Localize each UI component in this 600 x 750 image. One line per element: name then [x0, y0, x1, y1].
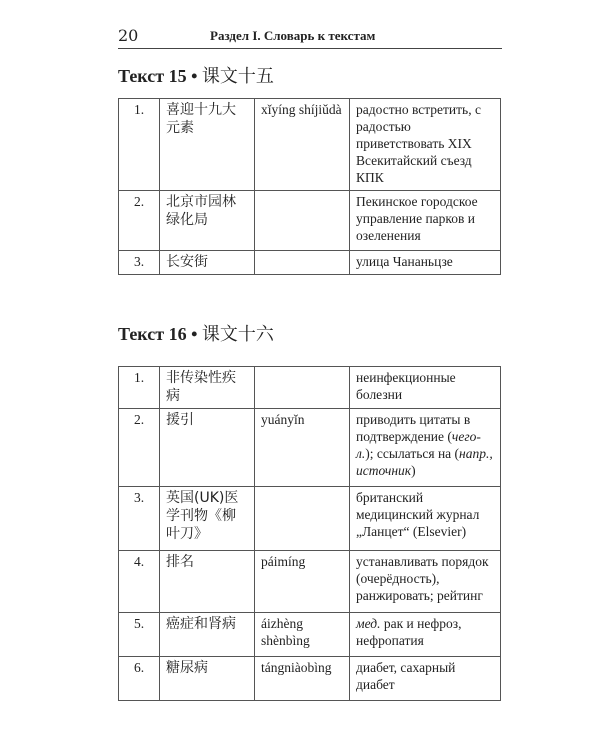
table-row	[119, 487, 501, 551]
section-title-cn: 课文十六	[201, 324, 274, 345]
section-title-ru: Текст 16 •	[118, 324, 198, 344]
hanzi-cell: 癌症和肾病	[160, 613, 255, 657]
row-number: 1.	[119, 367, 160, 409]
vocab-table-text-16	[118, 366, 501, 701]
table-row	[119, 367, 501, 409]
pinyin-cell	[255, 251, 350, 275]
row-number: 5.	[119, 613, 160, 657]
row-number: 3.	[119, 487, 160, 551]
translation-cell: диабет, сахарный диабет	[350, 657, 501, 701]
page-number: 20	[118, 26, 139, 45]
pinyin-cell: áizhèng shènbìng	[255, 613, 350, 657]
hanzi-cell: 非传染性疾病	[160, 367, 255, 409]
translation-text: ); ссылаться на (	[365, 446, 460, 461]
hanzi-cell: 英国(UK)医学刊物《柳叶刀》	[160, 487, 255, 551]
translation-cell: британский медицинский журнал „Ланцет“ (Elsevier)	[350, 487, 501, 551]
translation-cell: радостно встретить, с радостью приветствовать XIX Всекитайский съезд КПК	[350, 99, 501, 191]
translation-cell: улица Чананьцзе	[350, 251, 501, 275]
pinyin-cell	[255, 191, 350, 251]
pinyin-cell: yuányǐn	[255, 409, 350, 487]
translation-cell: неинфекционные болезни	[350, 367, 501, 409]
hanzi-cell: 援引	[160, 409, 255, 487]
table-row	[119, 99, 501, 191]
table-row	[119, 613, 501, 657]
row-number: 1.	[119, 99, 160, 191]
row-number: 2.	[119, 191, 160, 251]
header-divider	[118, 48, 502, 49]
table-row	[119, 251, 501, 275]
row-number: 6.	[119, 657, 160, 701]
hanzi-cell: 糖尿病	[160, 657, 255, 701]
pinyin-cell: tángniàobìng	[255, 657, 350, 701]
table-row	[119, 657, 501, 701]
pinyin-cell: xǐyíng shíjiǔdà	[255, 99, 350, 191]
table-row	[119, 551, 501, 613]
translation-text: приводить цитаты в подтверждение (	[356, 412, 471, 444]
translation-cell	[350, 409, 501, 487]
translation-text: )	[411, 463, 416, 478]
running-title: Раздел I. Словарь к текстам	[210, 28, 376, 43]
translation-cell: устанавливать порядок (очерёдность), ранжировать; рейтинг	[350, 551, 501, 613]
translation-italic: напр., источник	[356, 446, 493, 478]
row-number: 2.	[119, 409, 160, 487]
translation-cell: Пекинское городское управление парков и озеленения	[350, 191, 501, 251]
translation-italic: мед.	[356, 616, 381, 631]
vocab-table-text-15	[118, 98, 501, 275]
translation-text: рак и нефроз, нефропатия	[356, 616, 462, 648]
hanzi-cell: 排名	[160, 551, 255, 613]
pinyin-cell	[255, 367, 350, 409]
translation-italic: чего-л.	[356, 429, 481, 461]
section-title-text-15	[118, 62, 274, 88]
section-title-cn: 课文十五	[201, 66, 274, 87]
hanzi-cell: 长安街	[160, 251, 255, 275]
pinyin-cell: páimíng	[255, 551, 350, 613]
table-row	[119, 409, 501, 487]
section-title-text-16	[118, 320, 274, 346]
hanzi-cell: 喜迎十九大元素	[160, 99, 255, 191]
section-title-ru: Текст 15 •	[118, 66, 198, 86]
hanzi-cell: 北京市园林绿化局	[160, 191, 255, 251]
row-number: 4.	[119, 551, 160, 613]
pinyin-cell	[255, 487, 350, 551]
translation-cell	[350, 613, 501, 657]
row-number: 3.	[119, 251, 160, 275]
table-row	[119, 191, 501, 251]
